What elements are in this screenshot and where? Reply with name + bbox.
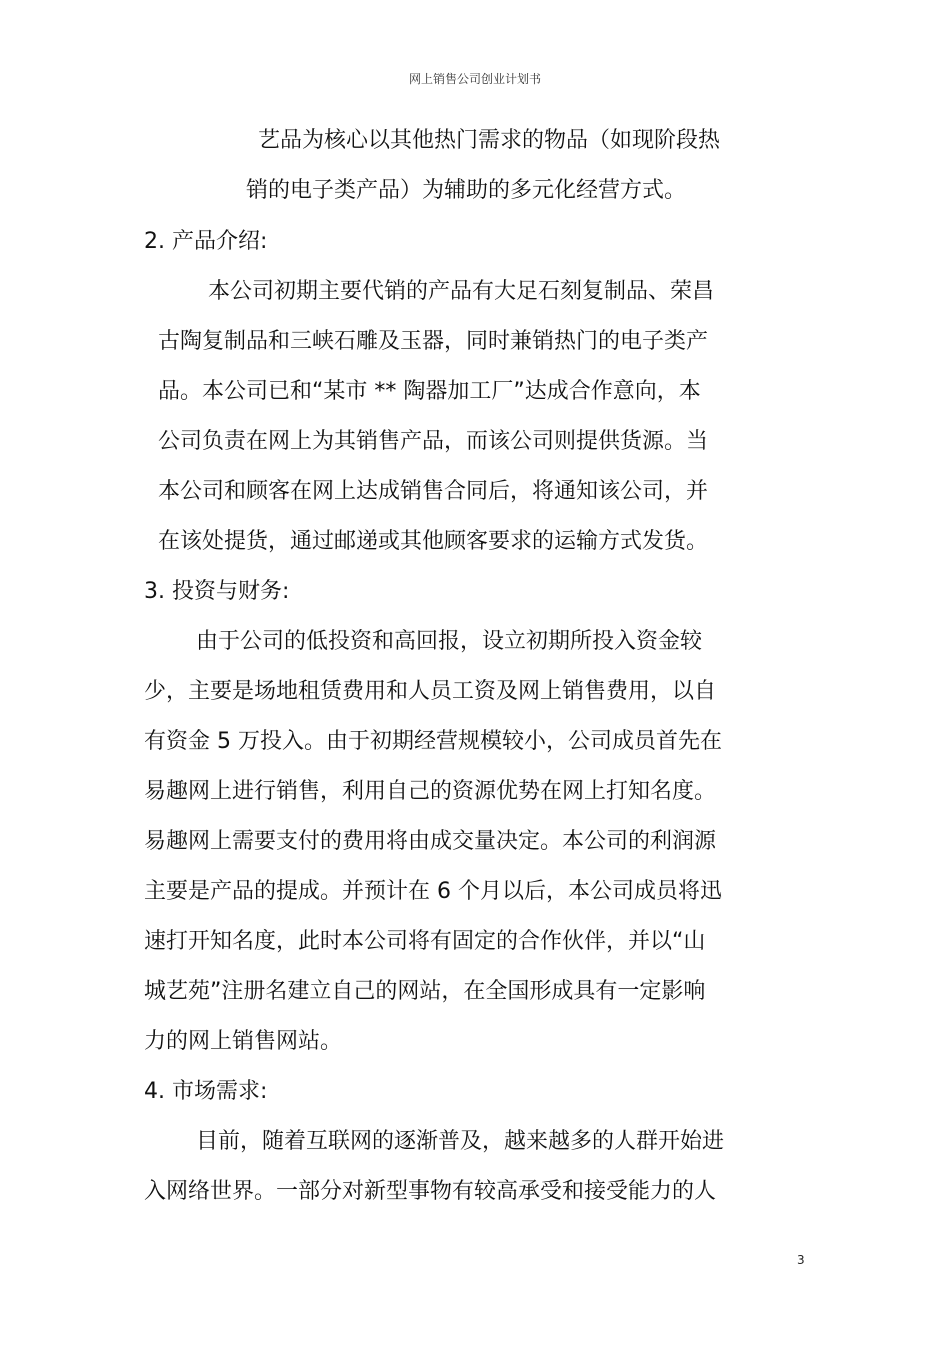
text-line: 由于公司的低投资和高回报，设立初期所投入资金较: [196, 629, 703, 654]
text-line: 易趣网上需要支付的费用将由成交量决定。本公司的利润源: [144, 829, 717, 854]
text-line: 本公司初期主要代销的产品有大足石刻复制品、荣昌: [208, 279, 715, 304]
running-header: 网上销售公司创业计划书: [408, 72, 541, 86]
text-line: 有资金 5 万投入。由于初期经营规模较小，公司成员首先在: [144, 729, 722, 754]
text-line: 本公司和顾客在网上达成销售合同后，将通知该公司，并: [158, 479, 709, 504]
text-line: 销的电子类产品）为辅助的多元化经营方式。: [246, 178, 687, 203]
text-line: 在该处提货，通过邮递或其他顾客要求的运输方式发货。: [158, 529, 709, 554]
text-line: 目前，随着互联网的逐渐普及，越来越多的人群开始进: [196, 1129, 725, 1154]
text-line: 艺品为核心以其他热门需求的物品（如现阶段热: [258, 128, 721, 153]
text-line: 主要是产品的提成。并预计在 6 个月以后，本公司成员将迅: [144, 879, 722, 904]
section-heading: 2. 产品介绍:: [144, 229, 268, 254]
section-heading: 4. 市场需求:: [144, 1079, 268, 1104]
text-line: 速打开知名度，此时本公司将有固定的合作伙伴，并以“山: [144, 929, 706, 954]
page-number: 3: [797, 1253, 805, 1267]
text-line: 少，主要是场地租赁费用和人员工资及网上销售费用，以自: [144, 679, 717, 704]
text-line: 力的网上销售网站。: [144, 1029, 343, 1054]
text-line: 城艺苑”注册名建立自己的网站，在全国形成具有一定影响: [144, 979, 706, 1004]
text-line: 古陶复制品和三峡石雕及玉器，同时兼销热门的电子类产: [158, 329, 709, 354]
text-line: 入网络世界。一部分对新型事物有较高承受和接受能力的人: [144, 1179, 717, 1204]
text-line: 公司负责在网上为其销售产品，而该公司则提供货源。当: [158, 429, 709, 454]
section-heading: 3. 投资与财务:: [144, 579, 290, 604]
text-line: 易趣网上进行销售，利用自己的资源优势在网上打知名度。: [144, 779, 717, 804]
text-line: 品。本公司已和“某市 ** 陶器加工厂”达成合作意向，本: [158, 379, 701, 404]
